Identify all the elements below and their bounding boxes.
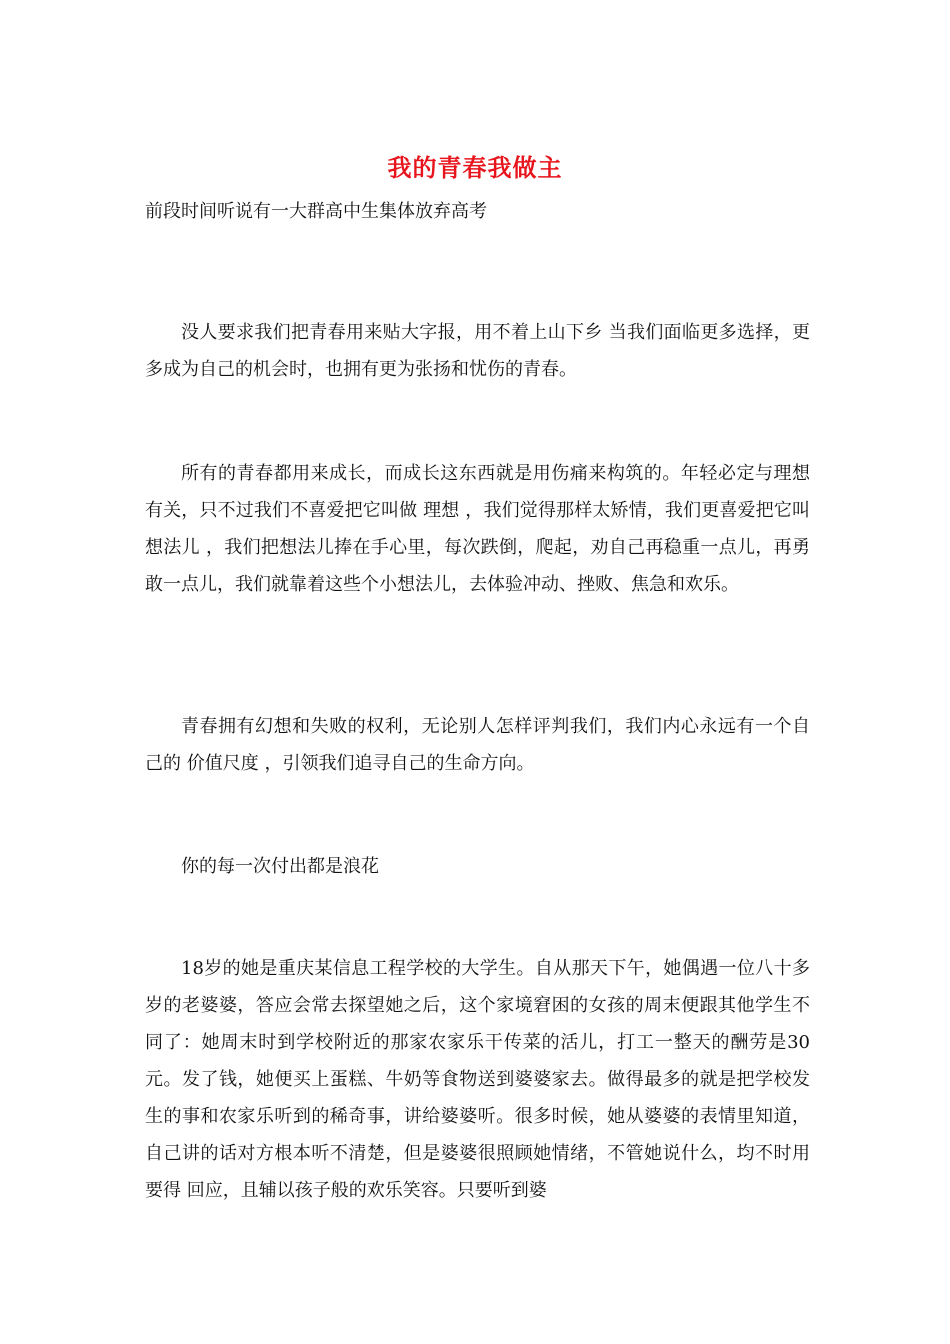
paragraph: 18岁的她是重庆某信息工程学校的大学生。自从那天下午，她偶遇一位八十多岁的老婆婆，答应会常去探望她之后，这个家境窘困的女孩的周末便跟其他学生不同了：她周末时到学校附近的那家农家乐干传菜的活儿，打工一整天的酬劳是30元。发了钱，她便买上蛋糕、牛奶等食物送到婆婆家去。做得最多的就是把学校发生的事和农家乐听到的稀奇事，讲给婆婆听。很多时候，她从婆婆的表情里知道，自己讲的话对方根本听不清楚，但是婆婆很照顾她情绪，不管她说什么，均不时用 要得 回应，且辅以孩子般的欢乐笑容。只要听到婆: [145, 958, 810, 1201]
section-heading: 你的每一次付出都是浪花: [181, 856, 379, 877]
paragraph: 所有的青春都用来成长，而成长这东西就是用伤痛来构筑的。年轻必定与理想有关，只不过我们不喜爱把它叫做 理想 ，我们觉得那样太矫情，我们更喜爱把它叫 想法儿 ，我们把想法儿捧在手心里，每次跌倒，爬起，劝自己再稳重一点儿，再勇敢一点儿，我们就靠着这些个小想法儿，去体验冲动、挫败、焦急和欢乐。: [145, 463, 810, 595]
document-title: 我的青春我做主: [387, 153, 563, 182]
document-subtitle: 前段时间听说有一大群高中生集体放弃高考: [145, 201, 487, 222]
paragraph: 青春拥有幻想和失败的权利，无论别人怎样评判我们，我们内心永远有一个自己的 价值尺度 ，引领我们追寻自己的生命方向。: [145, 716, 810, 774]
paragraph: 没人要求我们把青春用来贴大字报，用不着上山下乡 当我们面临更多选择，更多成为自己的机会时，也拥有更为张扬和忧伤的青春。: [145, 322, 810, 380]
